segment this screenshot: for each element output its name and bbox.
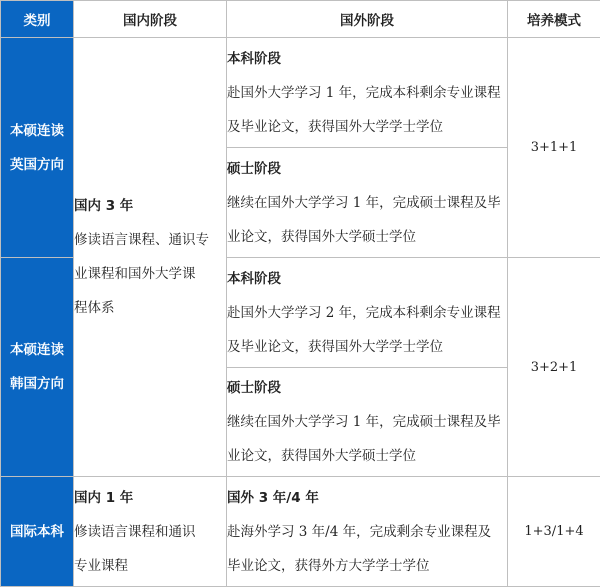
mode-kr: 3+2+1: [508, 258, 600, 477]
domestic-3-years-line1: 修读语言课程、通识专: [74, 223, 226, 257]
domestic-3-years-title: 国内 3 年: [74, 189, 226, 223]
domestic-3-years: [74, 38, 227, 477]
intl-abroad-line1: 赴海外学习 3 年/4 年，完成剩余专业课程及: [227, 515, 507, 549]
category-uk-line1: 本硕连读: [1, 114, 73, 148]
intl-domestic-line1: 修读语言课程和通识: [74, 515, 226, 549]
kr-bachelor-title: 本科阶段: [227, 262, 507, 296]
table-row: [1, 477, 600, 587]
uk-master-stage: [227, 148, 508, 258]
intl-domestic-stage: [74, 477, 227, 587]
uk-bachelor-title: 本科阶段: [227, 42, 507, 76]
category-uk-line2: 英国方向: [1, 148, 73, 182]
kr-master-line2: 业论文，获得国外大学硕士学位: [227, 439, 507, 473]
category-kr-line1: 本硕连读: [1, 333, 73, 367]
header-abroad: 国外阶段: [227, 1, 508, 38]
header-row: [1, 1, 600, 38]
intl-abroad-title: 国外 3 年/4 年: [227, 481, 507, 515]
intl-abroad-stage: [227, 477, 508, 587]
header-category: 类别: [1, 1, 74, 38]
category-kr: [1, 258, 74, 477]
category-kr-line2: 韩国方向: [1, 367, 73, 401]
mode-intl: 1+3/1+4: [508, 477, 600, 587]
uk-bachelor-line2: 及毕业论文，获得国外大学学士学位: [227, 110, 507, 144]
kr-master-title: 硕士阶段: [227, 371, 507, 405]
header-mode: 培养模式: [508, 1, 600, 38]
kr-bachelor-line2: 及毕业论文，获得国外大学学士学位: [227, 330, 507, 364]
uk-master-line2: 业论文，获得国外大学硕士学位: [227, 220, 507, 254]
mode-uk: 3+1+1: [508, 38, 600, 258]
uk-bachelor-line1: 赴国外大学学习 1 年，完成本科剩余专业课程: [227, 76, 507, 110]
intl-domestic-line2: 专业课程: [74, 549, 226, 583]
category-uk: [1, 38, 74, 258]
kr-bachelor-stage: [227, 258, 508, 368]
kr-master-line1: 继续在国外大学学习 1 年，完成硕士课程及毕: [227, 405, 507, 439]
intl-domestic-title: 国内 1 年: [74, 481, 226, 515]
kr-master-stage: [227, 368, 508, 477]
category-intl: 国际本科: [1, 477, 74, 587]
intl-abroad-line2: 毕业论文，获得外方大学学士学位: [227, 549, 507, 583]
table-row: [1, 38, 600, 148]
uk-master-title: 硕士阶段: [227, 152, 507, 186]
uk-master-line1: 继续在国外大学学习 1 年，完成硕士课程及毕: [227, 186, 507, 220]
uk-bachelor-stage: [227, 38, 508, 148]
header-domestic: 国内阶段: [74, 1, 227, 38]
domestic-3-years-line3: 程体系: [74, 291, 226, 325]
kr-bachelor-line1: 赴国外大学学习 2 年，完成本科剩余专业课程: [227, 296, 507, 330]
domestic-3-years-line2: 业课程和国外大学课: [74, 257, 226, 291]
